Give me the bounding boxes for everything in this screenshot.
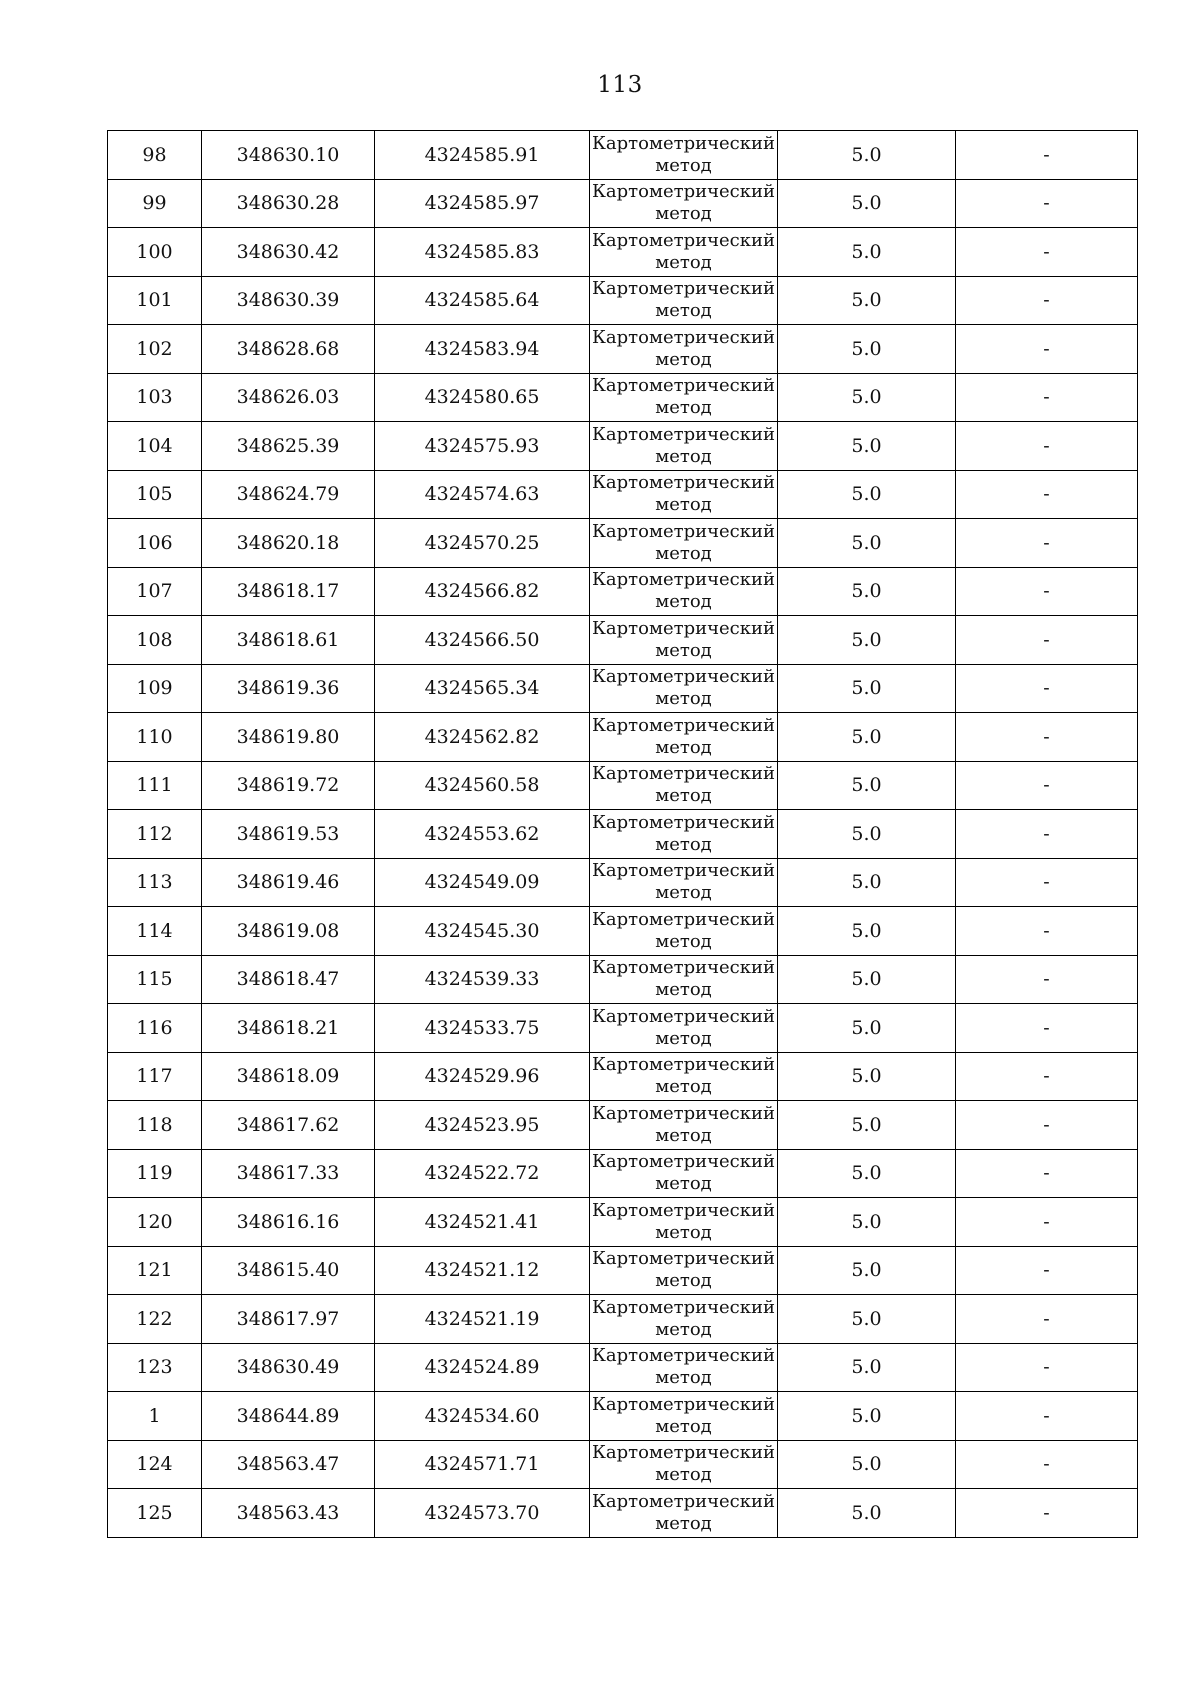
- method-cell: [590, 1489, 778, 1538]
- method-cell: [590, 228, 778, 277]
- error-cell: 5.0: [778, 1052, 956, 1101]
- x-coordinate-cell: 348619.08: [202, 907, 375, 956]
- table-row: [108, 713, 1138, 762]
- method-line-1: Картометрический: [592, 132, 775, 154]
- point-number-cell: 102: [108, 325, 202, 374]
- point-number-cell: 117: [108, 1052, 202, 1101]
- error-cell: 5.0: [778, 1392, 956, 1441]
- y-coordinate-cell: 4324573.70: [375, 1489, 590, 1538]
- method-line-1: Картометрический: [592, 957, 775, 979]
- table-row: [108, 373, 1138, 422]
- table-row: [108, 1392, 1138, 1441]
- y-coordinate-cell: 4324585.64: [375, 276, 590, 325]
- point-number-cell: 109: [108, 664, 202, 713]
- method-line-2: метод: [655, 1076, 712, 1098]
- table-row: [108, 567, 1138, 616]
- method-line-2: метод: [655, 348, 712, 370]
- error-cell: 5.0: [778, 422, 956, 471]
- error-cell: 5.0: [778, 1149, 956, 1198]
- note-cell: -: [956, 955, 1138, 1004]
- x-coordinate-cell: 348618.61: [202, 616, 375, 665]
- x-coordinate-cell: 348616.16: [202, 1198, 375, 1247]
- point-number-cell: 101: [108, 276, 202, 325]
- method-line-2: метод: [655, 300, 712, 322]
- y-coordinate-cell: 4324549.09: [375, 858, 590, 907]
- y-coordinate-cell: 4324545.30: [375, 907, 590, 956]
- table-row: [108, 1004, 1138, 1053]
- error-cell: 5.0: [778, 810, 956, 859]
- point-number-cell: 99: [108, 179, 202, 228]
- table-row: [108, 276, 1138, 325]
- method-line-2: метод: [655, 1221, 712, 1243]
- table-row: [108, 228, 1138, 277]
- note-cell: -: [956, 761, 1138, 810]
- table-row: [108, 907, 1138, 956]
- method-line-1: Картометрический: [592, 472, 775, 494]
- x-coordinate-cell: 348619.72: [202, 761, 375, 810]
- note-cell: -: [956, 1198, 1138, 1247]
- method-line-2: метод: [655, 930, 712, 952]
- method-line-1: Картометрический: [592, 1151, 775, 1173]
- y-coordinate-cell: 4324522.72: [375, 1149, 590, 1198]
- error-cell: 5.0: [778, 761, 956, 810]
- method-cell: [590, 422, 778, 471]
- y-coordinate-cell: 4324533.75: [375, 1004, 590, 1053]
- x-coordinate-cell: 348618.17: [202, 567, 375, 616]
- method-line-1: Картометрический: [592, 1442, 775, 1464]
- y-coordinate-cell: 4324585.97: [375, 179, 590, 228]
- method-cell: [590, 1440, 778, 1489]
- coordinates-table-body: [108, 131, 1138, 1538]
- point-number-cell: 1: [108, 1392, 202, 1441]
- note-cell: -: [956, 1004, 1138, 1053]
- method-line-2: метод: [655, 251, 712, 273]
- error-cell: 5.0: [778, 470, 956, 519]
- x-coordinate-cell: 348644.89: [202, 1392, 375, 1441]
- method-line-1: Картометрический: [592, 1345, 775, 1367]
- point-number-cell: 111: [108, 761, 202, 810]
- method-line-1: Картометрический: [592, 811, 775, 833]
- y-coordinate-cell: 4324529.96: [375, 1052, 590, 1101]
- x-coordinate-cell: 348630.10: [202, 131, 375, 180]
- note-cell: -: [956, 519, 1138, 568]
- x-coordinate-cell: 348620.18: [202, 519, 375, 568]
- y-coordinate-cell: 4324523.95: [375, 1101, 590, 1150]
- point-number-cell: 108: [108, 616, 202, 665]
- x-coordinate-cell: 348628.68: [202, 325, 375, 374]
- table-row: [108, 1246, 1138, 1295]
- point-number-cell: 113: [108, 858, 202, 907]
- x-coordinate-cell: 348626.03: [202, 373, 375, 422]
- error-cell: 5.0: [778, 567, 956, 616]
- method-line-2: метод: [655, 1512, 712, 1534]
- method-line-1: Картометрический: [592, 181, 775, 203]
- method-line-2: метод: [655, 1124, 712, 1146]
- y-coordinate-cell: 4324521.12: [375, 1246, 590, 1295]
- method-cell: [590, 810, 778, 859]
- method-line-1: Картометрический: [592, 1102, 775, 1124]
- method-cell: [590, 1052, 778, 1101]
- method-line-1: Картометрический: [592, 520, 775, 542]
- error-cell: 5.0: [778, 228, 956, 277]
- method-line-2: метод: [655, 542, 712, 564]
- table-row: [108, 761, 1138, 810]
- error-cell: 5.0: [778, 907, 956, 956]
- method-line-1: Картометрический: [592, 1199, 775, 1221]
- point-number-cell: 122: [108, 1295, 202, 1344]
- note-cell: -: [956, 858, 1138, 907]
- note-cell: -: [956, 131, 1138, 180]
- method-line-2: метод: [655, 591, 712, 613]
- point-number-cell: 105: [108, 470, 202, 519]
- method-cell: [590, 519, 778, 568]
- error-cell: 5.0: [778, 276, 956, 325]
- table-row: [108, 1198, 1138, 1247]
- point-number-cell: 121: [108, 1246, 202, 1295]
- method-cell: [590, 470, 778, 519]
- point-number-cell: 120: [108, 1198, 202, 1247]
- method-line-2: метод: [655, 1270, 712, 1292]
- table-row: [108, 470, 1138, 519]
- table-row: [108, 1101, 1138, 1150]
- method-line-2: метод: [655, 882, 712, 904]
- method-cell: [590, 1149, 778, 1198]
- method-cell: [590, 1004, 778, 1053]
- note-cell: -: [956, 228, 1138, 277]
- point-number-cell: 110: [108, 713, 202, 762]
- method-line-2: метод: [655, 785, 712, 807]
- method-cell: [590, 131, 778, 180]
- y-coordinate-cell: 4324524.89: [375, 1343, 590, 1392]
- x-coordinate-cell: 348624.79: [202, 470, 375, 519]
- method-line-2: метод: [655, 203, 712, 225]
- table-row: [108, 1343, 1138, 1392]
- method-line-1: Картометрический: [592, 860, 775, 882]
- y-coordinate-cell: 4324571.71: [375, 1440, 590, 1489]
- note-cell: -: [956, 470, 1138, 519]
- method-line-1: Картометрический: [592, 1393, 775, 1415]
- note-cell: -: [956, 810, 1138, 859]
- y-coordinate-cell: 4324570.25: [375, 519, 590, 568]
- method-line-2: метод: [655, 1367, 712, 1389]
- x-coordinate-cell: 348563.47: [202, 1440, 375, 1489]
- note-cell: -: [956, 1246, 1138, 1295]
- method-line-2: метод: [655, 1415, 712, 1437]
- x-coordinate-cell: 348630.28: [202, 179, 375, 228]
- method-line-1: Картометрический: [592, 617, 775, 639]
- method-cell: [590, 761, 778, 810]
- method-line-1: Картометрический: [592, 278, 775, 300]
- method-line-1: Картометрический: [592, 908, 775, 930]
- method-line-1: Картометрический: [592, 1296, 775, 1318]
- method-line-2: метод: [655, 1318, 712, 1340]
- method-line-2: метод: [655, 1173, 712, 1195]
- error-cell: 5.0: [778, 1489, 956, 1538]
- x-coordinate-cell: 348619.53: [202, 810, 375, 859]
- point-number-cell: 100: [108, 228, 202, 277]
- error-cell: 5.0: [778, 858, 956, 907]
- error-cell: 5.0: [778, 179, 956, 228]
- method-cell: [590, 1101, 778, 1150]
- method-cell: [590, 713, 778, 762]
- method-line-2: метод: [655, 445, 712, 467]
- y-coordinate-cell: 4324575.93: [375, 422, 590, 471]
- error-cell: 5.0: [778, 1198, 956, 1247]
- error-cell: 5.0: [778, 955, 956, 1004]
- y-coordinate-cell: 4324562.82: [375, 713, 590, 762]
- table-row: [108, 1052, 1138, 1101]
- y-coordinate-cell: 4324534.60: [375, 1392, 590, 1441]
- y-coordinate-cell: 4324574.63: [375, 470, 590, 519]
- note-cell: -: [956, 1295, 1138, 1344]
- method-line-1: Картометрический: [592, 1248, 775, 1270]
- point-number-cell: 119: [108, 1149, 202, 1198]
- note-cell: -: [956, 179, 1138, 228]
- point-number-cell: 103: [108, 373, 202, 422]
- x-coordinate-cell: 348630.49: [202, 1343, 375, 1392]
- point-number-cell: 112: [108, 810, 202, 859]
- x-coordinate-cell: 348630.42: [202, 228, 375, 277]
- point-number-cell: 98: [108, 131, 202, 180]
- method-line-2: метод: [655, 1027, 712, 1049]
- y-coordinate-cell: 4324583.94: [375, 325, 590, 374]
- method-cell: [590, 325, 778, 374]
- y-coordinate-cell: 4324565.34: [375, 664, 590, 713]
- note-cell: -: [956, 567, 1138, 616]
- method-cell: [590, 1392, 778, 1441]
- error-cell: 5.0: [778, 519, 956, 568]
- x-coordinate-cell: 348617.97: [202, 1295, 375, 1344]
- table-row: [108, 858, 1138, 907]
- note-cell: -: [956, 1440, 1138, 1489]
- method-cell: [590, 907, 778, 956]
- method-cell: [590, 1295, 778, 1344]
- page-number: 113: [597, 72, 643, 98]
- error-cell: 5.0: [778, 664, 956, 713]
- point-number-cell: 114: [108, 907, 202, 956]
- error-cell: 5.0: [778, 1440, 956, 1489]
- table-row: [108, 1295, 1138, 1344]
- y-coordinate-cell: 4324566.82: [375, 567, 590, 616]
- method-line-2: метод: [655, 979, 712, 1001]
- method-line-1: Картометрический: [592, 229, 775, 251]
- point-number-cell: 123: [108, 1343, 202, 1392]
- method-cell: [590, 616, 778, 665]
- method-cell: [590, 1198, 778, 1247]
- note-cell: -: [956, 276, 1138, 325]
- error-cell: 5.0: [778, 1343, 956, 1392]
- error-cell: 5.0: [778, 616, 956, 665]
- method-line-1: Картометрический: [592, 1005, 775, 1027]
- table-row: [108, 955, 1138, 1004]
- point-number-cell: 118: [108, 1101, 202, 1150]
- note-cell: -: [956, 1489, 1138, 1538]
- point-number-cell: 104: [108, 422, 202, 471]
- note-cell: -: [956, 325, 1138, 374]
- note-cell: -: [956, 713, 1138, 762]
- method-line-1: Картометрический: [592, 569, 775, 591]
- table-row: [108, 131, 1138, 180]
- x-coordinate-cell: 348563.43: [202, 1489, 375, 1538]
- point-number-cell: 116: [108, 1004, 202, 1053]
- note-cell: -: [956, 1101, 1138, 1150]
- method-cell: [590, 858, 778, 907]
- method-line-2: метод: [655, 688, 712, 710]
- point-number-cell: 106: [108, 519, 202, 568]
- note-cell: -: [956, 422, 1138, 471]
- note-cell: -: [956, 1343, 1138, 1392]
- table-row: [108, 1440, 1138, 1489]
- method-cell: [590, 955, 778, 1004]
- method-line-2: метод: [655, 639, 712, 661]
- table-row: [108, 810, 1138, 859]
- method-cell: [590, 179, 778, 228]
- method-line-2: метод: [655, 494, 712, 516]
- y-coordinate-cell: 4324560.58: [375, 761, 590, 810]
- error-cell: 5.0: [778, 325, 956, 374]
- y-coordinate-cell: 4324553.62: [375, 810, 590, 859]
- method-line-2: метод: [655, 736, 712, 758]
- x-coordinate-cell: 348615.40: [202, 1246, 375, 1295]
- method-line-1: Картометрический: [592, 1054, 775, 1076]
- x-coordinate-cell: 348625.39: [202, 422, 375, 471]
- table-row: [108, 325, 1138, 374]
- table-row: [108, 1489, 1138, 1538]
- method-line-1: Картометрический: [592, 423, 775, 445]
- point-number-cell: 107: [108, 567, 202, 616]
- point-number-cell: 115: [108, 955, 202, 1004]
- x-coordinate-cell: 348619.36: [202, 664, 375, 713]
- coordinates-table: [107, 130, 1138, 1538]
- error-cell: 5.0: [778, 131, 956, 180]
- method-cell: [590, 1343, 778, 1392]
- y-coordinate-cell: 4324521.41: [375, 1198, 590, 1247]
- x-coordinate-cell: 348618.09: [202, 1052, 375, 1101]
- method-line-2: метод: [655, 397, 712, 419]
- note-cell: -: [956, 1392, 1138, 1441]
- table-row: [108, 664, 1138, 713]
- note-cell: -: [956, 1149, 1138, 1198]
- method-line-2: метод: [655, 833, 712, 855]
- y-coordinate-cell: 4324580.65: [375, 373, 590, 422]
- note-cell: -: [956, 1052, 1138, 1101]
- table-row: [108, 422, 1138, 471]
- method-line-2: метод: [655, 154, 712, 176]
- method-cell: [590, 276, 778, 325]
- error-cell: 5.0: [778, 373, 956, 422]
- method-line-1: Картометрический: [592, 763, 775, 785]
- error-cell: 5.0: [778, 713, 956, 762]
- method-line-1: Картометрический: [592, 714, 775, 736]
- note-cell: -: [956, 907, 1138, 956]
- method-line-1: Картометрический: [592, 1490, 775, 1512]
- method-cell: [590, 1246, 778, 1295]
- method-line-1: Картометрический: [592, 666, 775, 688]
- point-number-cell: 125: [108, 1489, 202, 1538]
- y-coordinate-cell: 4324521.19: [375, 1295, 590, 1344]
- y-coordinate-cell: 4324566.50: [375, 616, 590, 665]
- error-cell: 5.0: [778, 1246, 956, 1295]
- method-cell: [590, 373, 778, 422]
- x-coordinate-cell: 348619.80: [202, 713, 375, 762]
- y-coordinate-cell: 4324539.33: [375, 955, 590, 1004]
- note-cell: -: [956, 616, 1138, 665]
- y-coordinate-cell: 4324585.83: [375, 228, 590, 277]
- method-cell: [590, 567, 778, 616]
- point-number-cell: 124: [108, 1440, 202, 1489]
- table-row: [108, 179, 1138, 228]
- error-cell: 5.0: [778, 1295, 956, 1344]
- table-row: [108, 519, 1138, 568]
- x-coordinate-cell: 348630.39: [202, 276, 375, 325]
- y-coordinate-cell: 4324585.91: [375, 131, 590, 180]
- x-coordinate-cell: 348617.62: [202, 1101, 375, 1150]
- note-cell: -: [956, 373, 1138, 422]
- x-coordinate-cell: 348618.21: [202, 1004, 375, 1053]
- method-cell: [590, 664, 778, 713]
- x-coordinate-cell: 348617.33: [202, 1149, 375, 1198]
- method-line-1: Картометрический: [592, 375, 775, 397]
- error-cell: 5.0: [778, 1101, 956, 1150]
- x-coordinate-cell: 348618.47: [202, 955, 375, 1004]
- note-cell: -: [956, 664, 1138, 713]
- error-cell: 5.0: [778, 1004, 956, 1053]
- table-row: [108, 616, 1138, 665]
- method-line-2: метод: [655, 1464, 712, 1486]
- table-row: [108, 1149, 1138, 1198]
- method-line-1: Картометрический: [592, 326, 775, 348]
- x-coordinate-cell: 348619.46: [202, 858, 375, 907]
